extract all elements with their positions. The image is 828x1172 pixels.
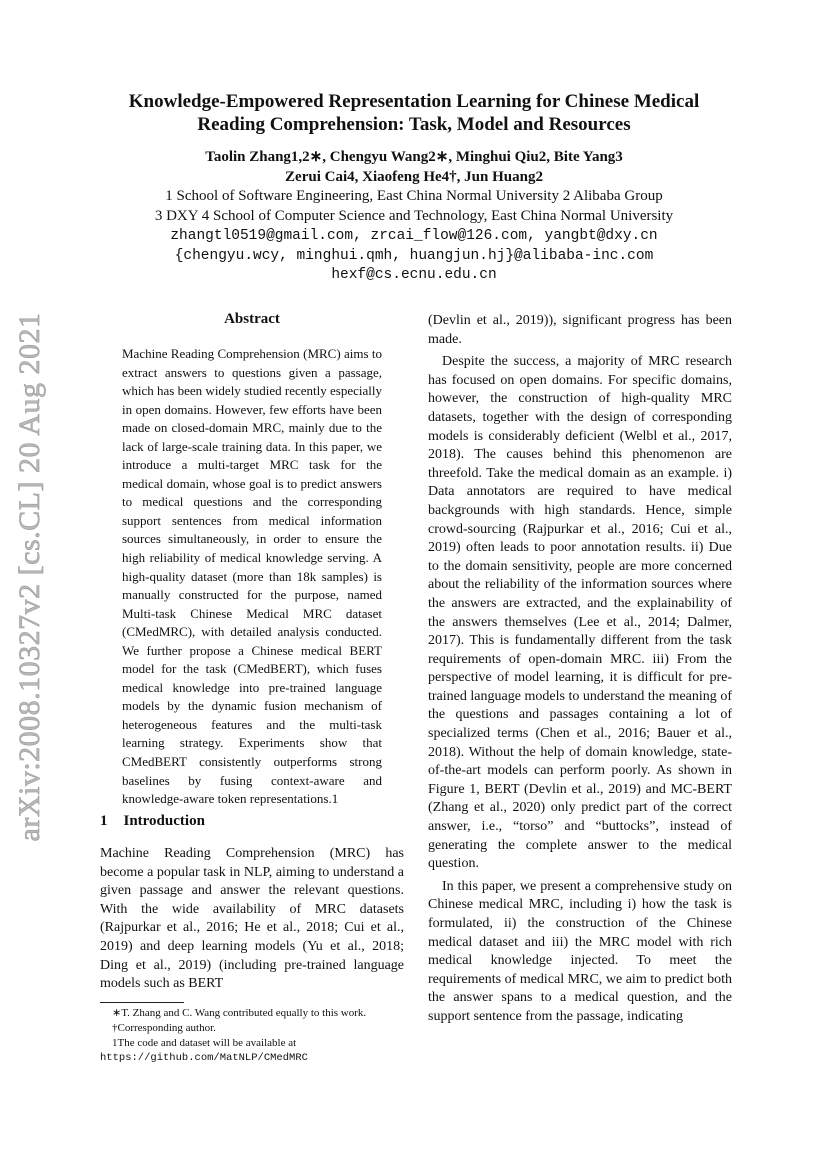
intro-paragraph <box>100 845 404 994</box>
title-line-1: Knowledge-Empowered Representation Learning for Chinese Medical <box>128 91 700 112</box>
email-line-3: hexf@cs.ecnu.edu.cn <box>331 267 497 283</box>
section-heading-introduction <box>100 813 221 830</box>
right-paragraph-3: In this paper, we present a comprehensive study on Chinese medical MRC, including i) how the task is formulated, ii) the construction of the Chinese medical dataset and iii) the MRC model with rich medical knowledge injected. To meet the requirements of medical MRC, we aim to predict both the answer spans to a medical question, and the support sentence from the passage, indicating <box>428 878 732 1024</box>
email-line-1: zhangtl0519@gmail.com, zrcai_flow@126.com, yangbt@dxy.cn <box>170 228 658 244</box>
intro-text: Machine Reading Comprehension (MRC) has become a popular task in NLP, aiming to understand a given passage and answer the relevant questions. With the wide availability of MRC datasets (Rajpurkar et al., 2016; He et al., 2018; Cui et al., 2019) and deep learning models (Yu et al., 2018; Ding et al., 2019) (including pre-trained language models such as BERT <box>100 846 404 992</box>
title-line-2: Reading Comprehension: Task, Model and Resources <box>197 114 631 135</box>
right-paragraph-2: Despite the success, a majority of MRC research has focused on open domains. For specific domains, however, the construction of high-quality MRC datasets, together with the design of corresponding models is considerably deficient (Welbl et al., 2017, 2018). The causes behind this phenomenon are threefold. Take the medical domain as an example. i) Data annotators are required to have medical backgrounds with high standards. Hence, simple crowd-sourcing (Rajpurkar et al., 2016; Cui et al., 2019) often leads to poor annotation results. ii) Due to the domain sensitivity, people are more concerned about the reliability of the information sources where the answers are extracted, and the explainability of the answers themselves (Lee et al., 2014; Dalmer, 2017). This is fundamentally different from the task requirements of open-domain MRC. iii) From the perspective of model learning, it is difficult for pre-trained language models to understand the meaning of the questions and passages containing a lot of specialized terms (Chen et al., 2016; Bauer et al., 2018). Without the help of domain knowledge, state-of-the-art models can perform poorly. As shown in Figure 1, BERT (Devlin et al., 2019) and MC-BERT (Zhang et al., 2020) only predict part of the correct answer, i.e., “torso” and “buttocks”, instead of generating the complete answer to the medical question. <box>428 354 732 872</box>
footnote-equal-contribution: ∗T. Zhang and C. Wang contributed equally to this work. <box>112 1007 367 1019</box>
author-list <box>60 147 768 187</box>
abstract-body <box>122 345 382 809</box>
authors-line-1: Taolin Zhang1,2∗, Chengyu Wang2∗, Minghui Qiu2, Bite Yang3 <box>205 149 623 165</box>
affiliation-line-1: 1 School of Software Engineering, East China Normal University 2 Alibaba Group <box>165 188 663 204</box>
section-title: Introduction <box>123 813 205 829</box>
arxiv-stamp: arXiv:2008.10327v2 [cs.CL] 20 Aug 2021 <box>13 312 46 842</box>
footnote-url-link[interactable]: https://github.com/MatNLP/CMedMRC <box>100 1052 308 1064</box>
affiliation-line-2: 3 DXY 4 School of Computer Science and Technology, East China Normal University <box>154 208 674 224</box>
footnotes <box>100 1006 404 1066</box>
paper-title <box>60 90 768 136</box>
abstract-text: Machine Reading Comprehension (MRC) aims to extract answers to questions given a passage, which has been widely studied recently especially in open domains. However, few efforts have been made on closed-domain MRC, mainly due to the lack of large-scale training data. In this paper, we introduce a multi-target MRC task for the medical domain, whose goal is to predict answers to medical questions and the corresponding support sentences from medical information sources simultaneously, in order to ensure the high reliability of medical knowledge serving. A high-quality dataset (more than 18k samples) is manually constructed for the purpose, named Multi-task Chinese Medical MRC dataset (CMedMRC), with detailed analysis conducted. We further propose a Chinese medical BERT model for the task (CMedBERT), which fuses medical knowledge into pre-trained language models by the dynamic fusion mechanism of heterogeneous features and the multi-task learning strategy. Experiments show that CMedBERT consistently outperforms strong baselines by fusing context-aware and knowledge-aware token representations.1 <box>122 346 382 807</box>
authors-line-2: Zerui Cai4, Xiaofeng He4†, Jun Huang2 <box>285 169 543 185</box>
footnote-code-availability: 1The code and dataset will be available at <box>112 1037 297 1049</box>
right-column <box>428 312 732 1027</box>
footnote-corresponding-author: †Corresponding author. <box>112 1022 216 1034</box>
footnote-divider <box>100 1002 184 1003</box>
email-line-2: {chengyu.wcy, minghui.qmh, huangjun.hj}@alibaba-inc.com <box>174 247 654 264</box>
right-paragraph-1: (Devlin et al., 2019)), significant progress has been made. <box>428 313 732 347</box>
affiliations <box>60 186 768 226</box>
abstract-heading: Abstract <box>224 311 280 327</box>
author-emails <box>60 227 768 286</box>
section-number: 1 <box>100 813 108 829</box>
